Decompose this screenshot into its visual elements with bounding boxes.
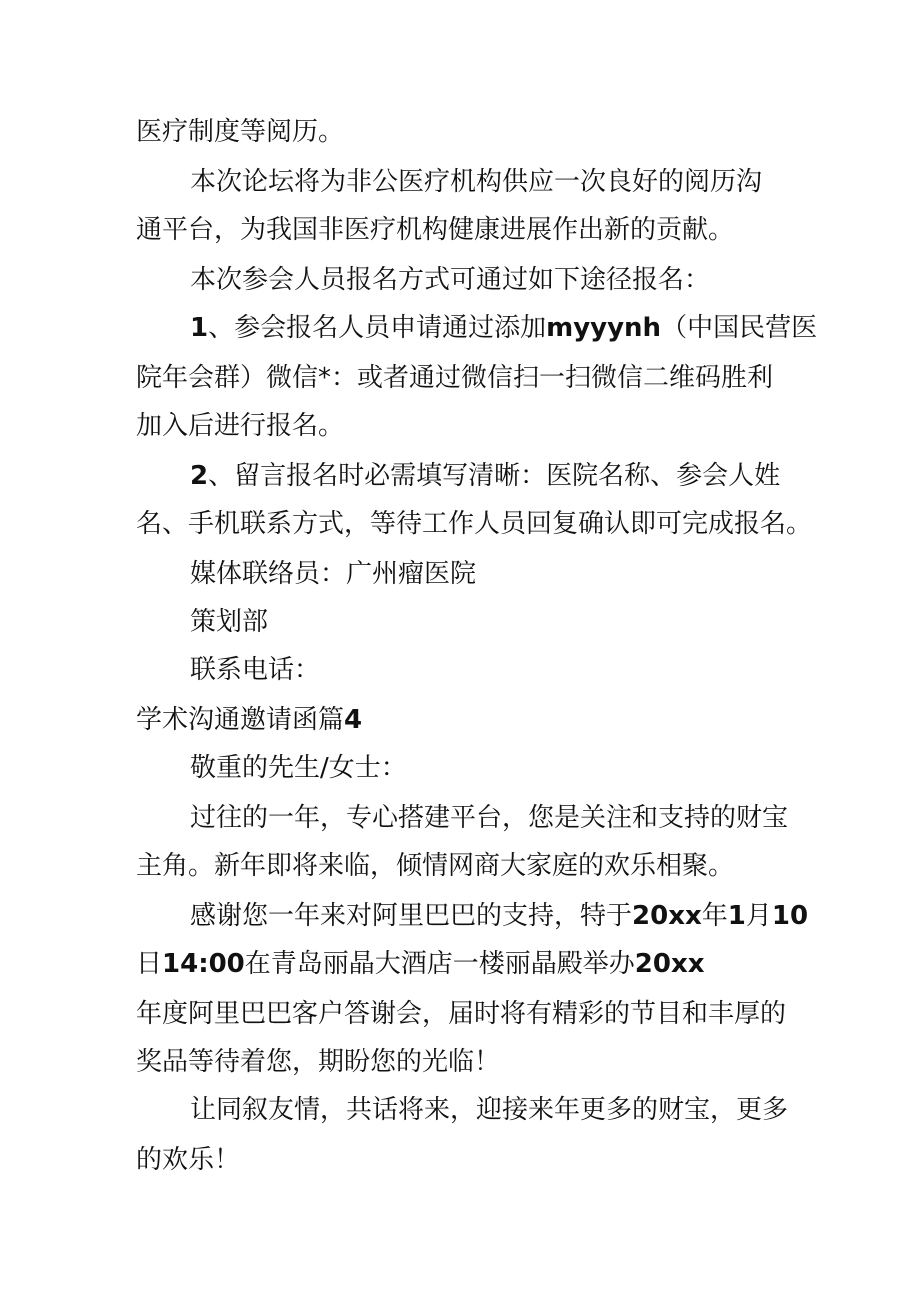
- event-time: 14:00: [162, 949, 245, 979]
- text-line: 年度阿里巴巴客户答谢会，届时将有精彩的节目和丰厚的: [136, 999, 787, 1029]
- item-number: 2: [190, 461, 209, 491]
- heading-text: 学术沟通邀请函篇: [136, 705, 345, 735]
- text-line: 加入后进行报名。: [136, 411, 345, 441]
- text-run: 年: [701, 901, 728, 931]
- heading-number: 4: [344, 705, 363, 735]
- registration-item-2: [190, 459, 780, 493]
- text-line: 通平台，为我国非医疗机构健康进展作出新的贡献。: [136, 215, 735, 245]
- event-year: 20xx: [634, 949, 705, 979]
- text-line: [136, 947, 705, 981]
- text-line: 主角。新年即将来临，倾情网商大家庭的欢乐相聚。: [136, 851, 735, 881]
- text-run: （中国民营医: [661, 313, 818, 343]
- salutation: 敬重的先生/女士：: [190, 753, 407, 783]
- paragraph-start: 让同叙友情，共话将来，迎接来年更多的财宝，更多: [190, 1095, 789, 1125]
- text-run: 日: [136, 949, 163, 979]
- wechat-id: myyynh: [546, 313, 662, 343]
- department: 策划部: [190, 607, 269, 637]
- item-number: 1: [190, 313, 209, 343]
- text-run: 、留言报名时必需填写清晰：医院名称、参会人姓: [208, 461, 781, 491]
- text-line: 奖品等待着您，期盼您的光临！: [136, 1047, 501, 1077]
- registration-item-1: [190, 311, 817, 345]
- paragraph-start: 本次论坛将为非公医疗机构供应一次良好的阅历沟: [190, 167, 763, 197]
- event-year: 20xx: [632, 901, 702, 931]
- text-run: 在青岛丽晶大酒店一楼丽晶殿举办: [244, 949, 635, 979]
- text-run: 感谢您一年来对阿里巴巴的支持，特于: [190, 901, 633, 931]
- event-month: 1: [727, 901, 746, 931]
- paragraph-start: 过往的一年，专心搭建平台，您是关注和支持的财宝: [190, 803, 789, 833]
- text-run: 月: [745, 901, 772, 931]
- section-heading: [136, 703, 362, 737]
- paragraph-start: [190, 899, 808, 933]
- text-line: 的欢乐！: [136, 1145, 241, 1175]
- contact-phone: 联系电话：: [190, 655, 321, 685]
- text-line: 院年会群）微信*：或者通过微信扫一扫微信二维码胜利: [136, 363, 774, 393]
- text-line: 名、手机联系方式，等待工作人员回复确认即可完成报名。: [136, 509, 813, 539]
- event-day: 10: [771, 901, 809, 931]
- paragraph-start: 本次参会人员报名方式可通过如下途径报名：: [190, 265, 711, 295]
- text-run: 、参会报名人员申请通过添加: [208, 313, 547, 343]
- text-line: 医疗制度等阅历。: [136, 117, 345, 147]
- media-contact: 媒体联络员：广州瘤医院: [190, 559, 477, 589]
